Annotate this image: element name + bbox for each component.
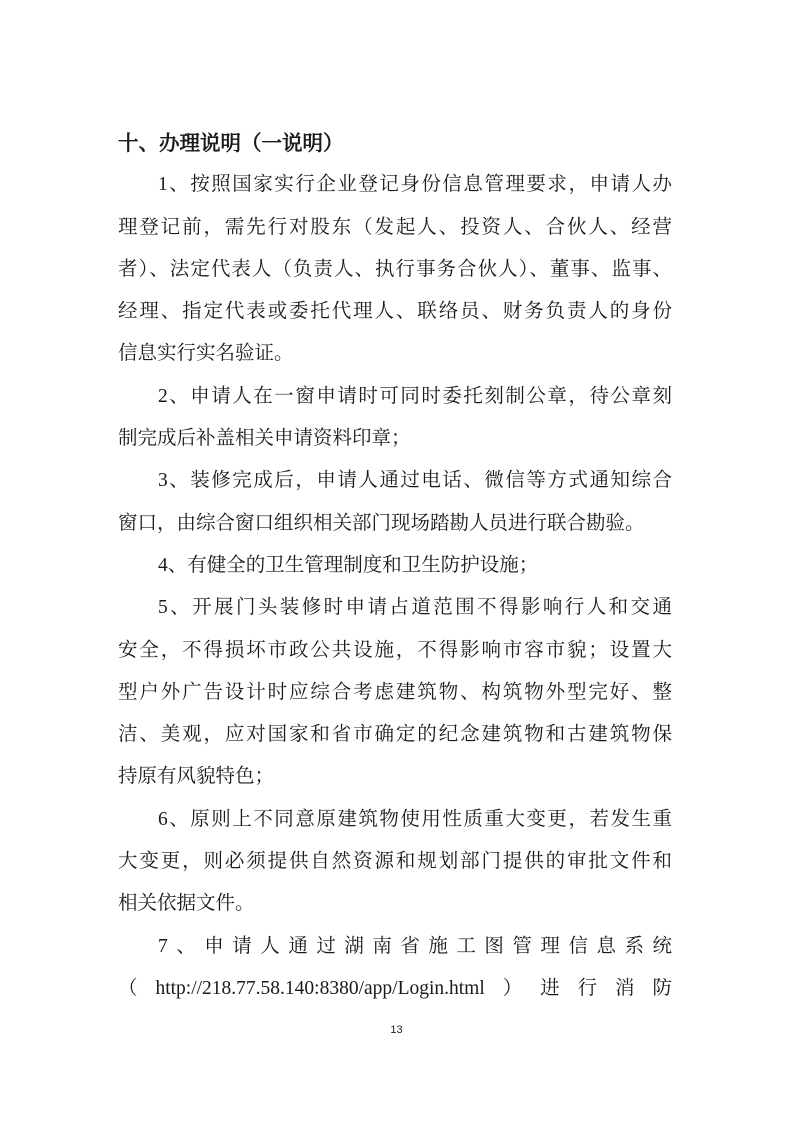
- paragraph-4: [118, 545, 672, 587]
- paragraph-6: [118, 799, 672, 926]
- paragraph-line: 持原有风貌特色；: [118, 766, 275, 788]
- paragraph-line: 7、申请人通过湖南省施工图管理信息系统: [158, 935, 672, 957]
- paragraph-line: 6、原则上不同意原建筑物使用性质重大变更，若发生重: [158, 808, 672, 830]
- paragraph-line: 理登记前，需先行对股东（发起人、投资人、合伙人、经营: [118, 216, 672, 238]
- page-number: 13: [390, 1024, 403, 1036]
- paragraph-line: 者）、法定代表人（负责人、执行事务合伙人）、董事、监事、: [118, 258, 672, 280]
- paragraph-line: 相关依据文件。: [118, 893, 255, 915]
- paragraph-1: [118, 164, 672, 375]
- paragraph-line: 经理、指定代表或委托代理人、联络员、财务负责人的身份: [118, 301, 672, 323]
- document-body: [118, 122, 672, 1010]
- paragraph-line: 3、装修完成后，申请人通过电话、微信等方式通知综合: [158, 470, 672, 492]
- paragraph-line: 制完成后补盖相关申请资料印章；: [118, 428, 411, 450]
- paragraph-line: 1、按照国家实行企业登记身份信息管理要求，申请人办: [158, 174, 672, 196]
- paragraph-line: 窗口，由综合窗口组织相关部门现场踏勘人员进行联合勘验。: [118, 512, 645, 534]
- paragraph-line: 洁、美观，应对国家和省市确定的纪念建筑物和古建筑物保: [118, 724, 672, 746]
- paragraph-line: 2、申请人在一窗申请时可同时委托刻制公章，待公章刻: [158, 385, 672, 407]
- paragraph-5: [118, 587, 672, 798]
- paragraph-line: 信息实行实名验证。: [118, 343, 294, 365]
- paragraph-line: 大变更，则必须提供自然资源和规划部门提供的审批文件和: [118, 851, 672, 873]
- paragraph-3: [118, 460, 672, 545]
- paragraph-2: [118, 376, 672, 461]
- paragraph-line: 5、开展门头装修时申请占道范围不得影响行人和交通: [158, 597, 672, 619]
- paragraph-line: 4、有健全的卫生管理制度和卫生防护设施；: [158, 554, 539, 576]
- paragraph-line: 安全，不得损坏市政公共设施，不得影响市容市貌；设置大: [118, 639, 672, 661]
- paragraph-line: （http://218.77.58.140:8380/app/Login.html）进行消防: [118, 977, 672, 999]
- section-heading: 十、办理说明（一说明）: [118, 131, 344, 155]
- paragraph-7: [118, 926, 672, 1011]
- paragraph-line: 型户外广告设计时应综合考虑建筑物、构筑物外型完好、整: [118, 681, 672, 703]
